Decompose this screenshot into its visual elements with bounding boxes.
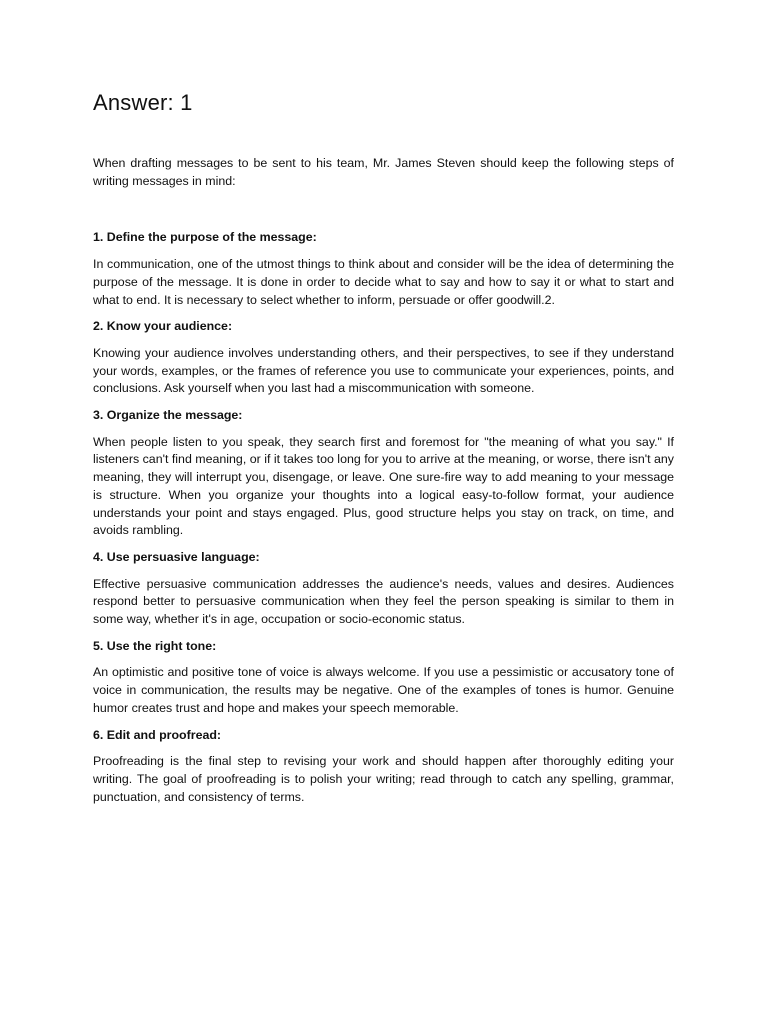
step-body: Knowing your audience involves understanding others, and their perspectives, to see if they understand your words, examples, or the frames of reference you use to communicate your experiences, points, and conclusions. Ask yourself when you last had a miscommunication with someone. bbox=[93, 345, 674, 396]
step-heading: 6. Edit and proofread: bbox=[93, 727, 222, 742]
step-section bbox=[93, 727, 674, 807]
step-heading: 5. Use the right tone: bbox=[93, 638, 217, 653]
step-section bbox=[93, 407, 674, 540]
step-body: When people listen to you speak, they search first and foremost for "the meaning of what you say." If listeners can't find meaning, or if it takes too long for you to arrive at the meaning, or worse, there isn't any meaning, they will interrupt you, disengage, or leave. One sure-fire way to add meaning to your message is structure. When you organize your thoughts into a logical easy-to-follow format, your audience understands your point and stays engaged. Plus, good structure helps you stay on track, on time, and avoids rambling. bbox=[93, 434, 674, 538]
intro-paragraph: When drafting messages to be sent to his team, Mr. James Steven should keep the following steps of writing messages in mind: bbox=[93, 156, 674, 188]
step-heading: 4. Use persuasive language: bbox=[93, 549, 260, 564]
step-body: An optimistic and positive tone of voice is always welcome. If you use a pessimistic or accusatory tone of voice in communication, the results may be negative. One of the examples of tones is humor. Genuine humor creates trust and hope and makes your speech memorable. bbox=[93, 665, 674, 715]
step-section bbox=[93, 229, 674, 309]
step-heading: 3. Organize the message: bbox=[93, 408, 243, 423]
step-section bbox=[93, 549, 674, 629]
step-section bbox=[93, 638, 674, 718]
step-heading: 2. Know your audience: bbox=[93, 319, 233, 334]
step-body: In communication, one of the utmost things to think about and consider will be the idea of determining the purpose of the message. It is done in order to decide what to say and how to say it or what to start and what to end. It is necessary to select whether to inform, persuade or offer goodwill.2. bbox=[93, 257, 674, 307]
document-page bbox=[93, 88, 674, 815]
steps-list bbox=[93, 229, 674, 806]
step-heading: 1. Define the purpose of the message: bbox=[93, 230, 317, 245]
page-title: Answer: 1 bbox=[93, 90, 193, 115]
step-section bbox=[93, 318, 674, 398]
step-body: Proofreading is the final step to revising your work and should happen after thoroughly editing your writing. The goal of proofreading is to polish your writing; read through to catch any spelling, grammar, punctuation, and consistency of terms. bbox=[93, 754, 674, 804]
step-body: Effective persuasive communication addresses the audience's needs, values and desires. Audiences respond better to persuasive communication when they feel the person speaking is similar to them in some way, whether it's in age, occupation or socio-economic status. bbox=[93, 576, 674, 627]
